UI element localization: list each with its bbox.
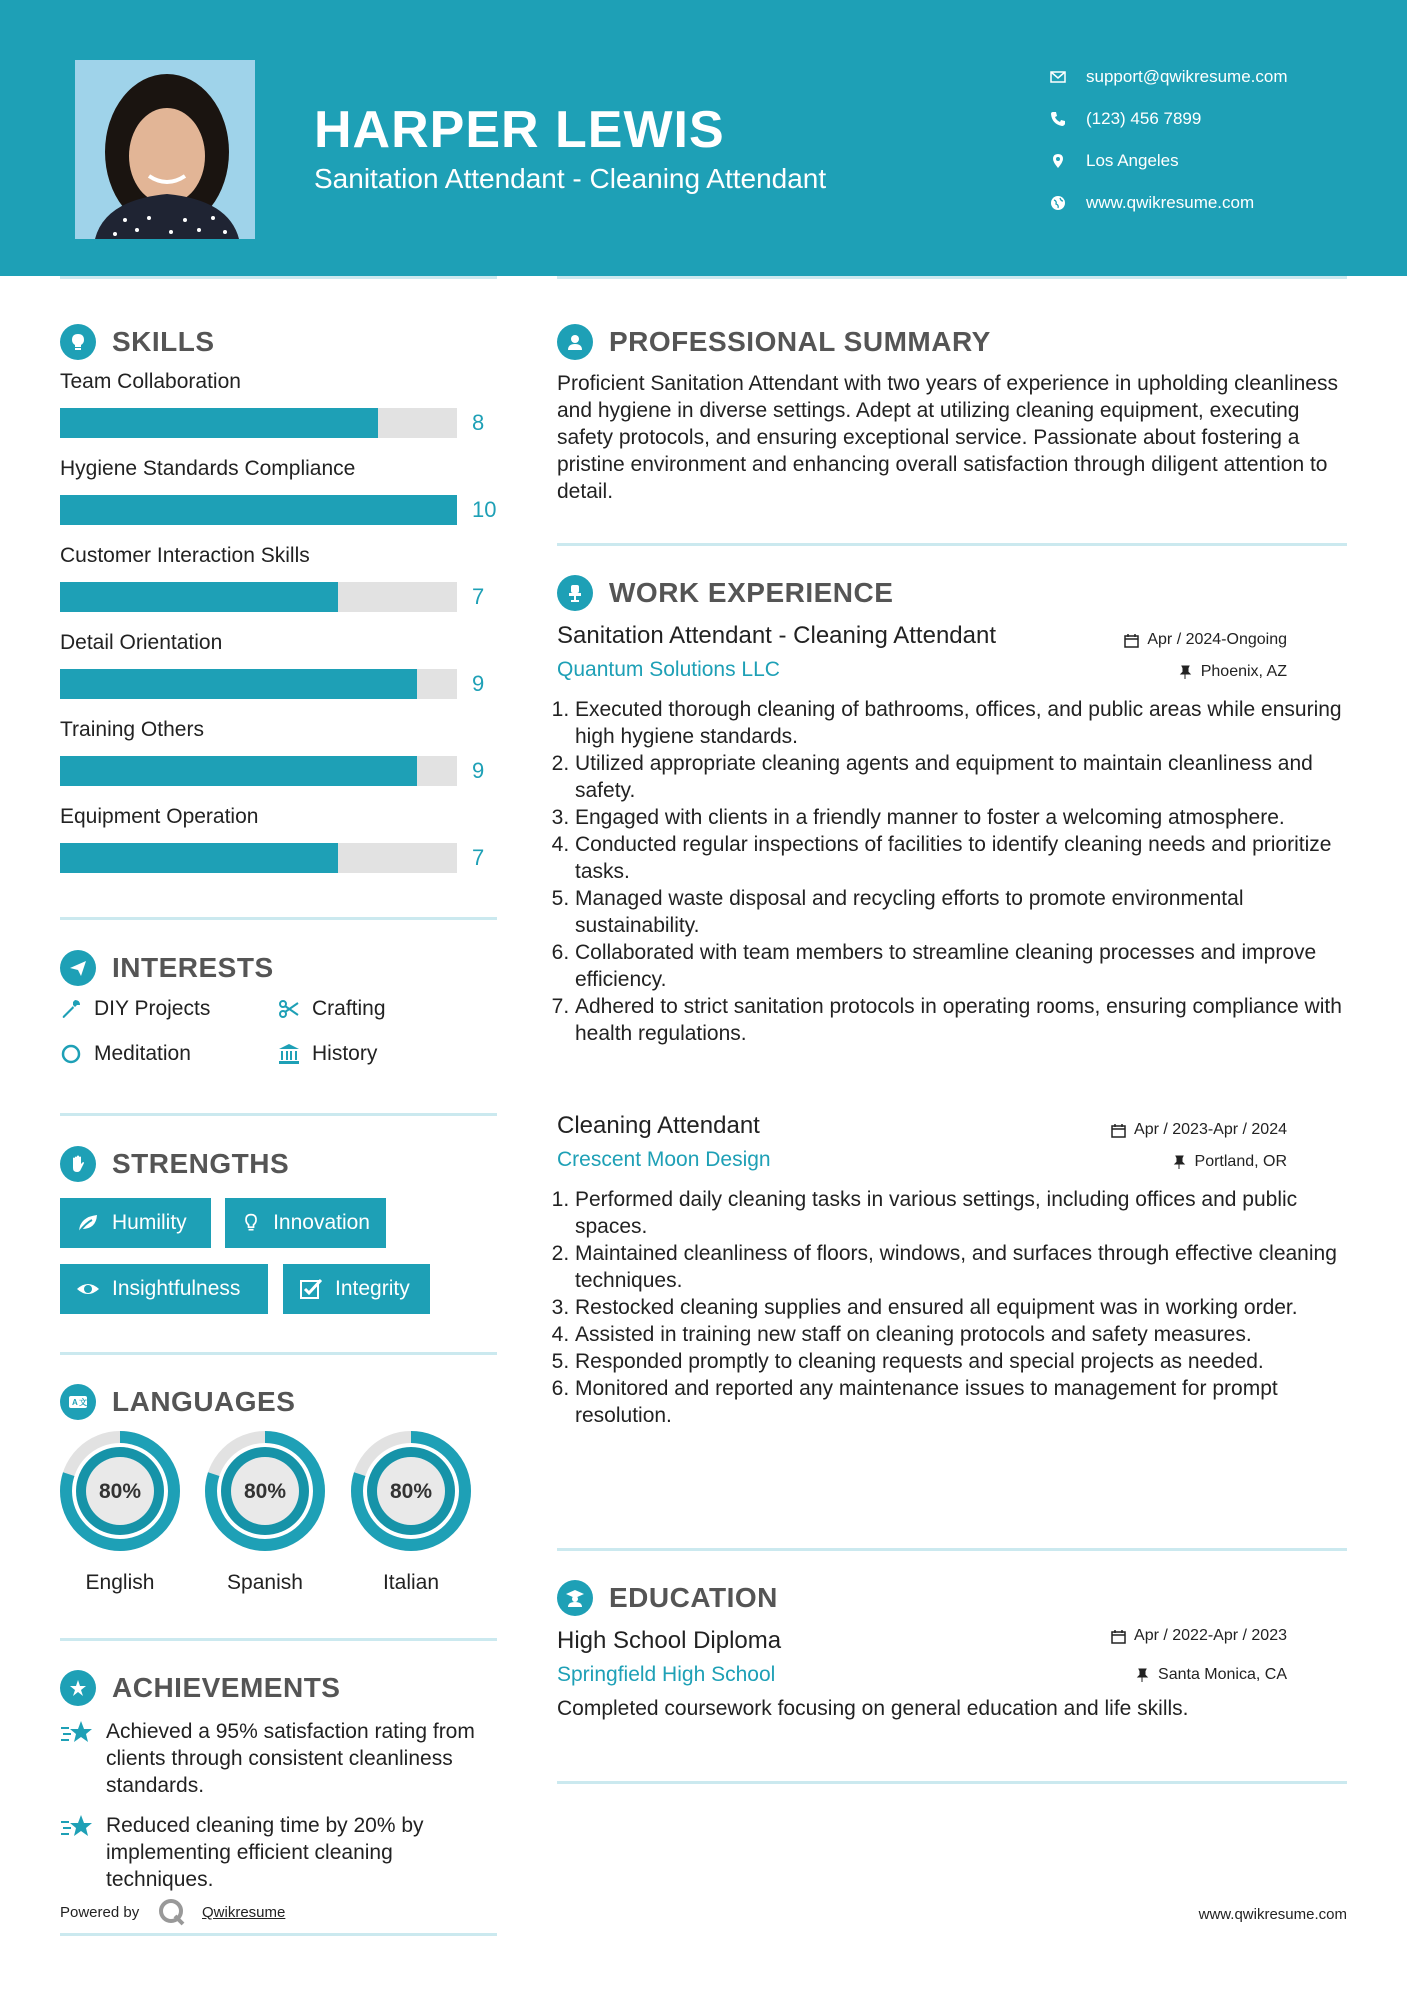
bullet-item: 7. Adhered to strict sanitation protocols in operating rooms, ensuring compliance with health regulations. xyxy=(575,993,1347,1047)
lightbulb-icon xyxy=(60,324,96,360)
strength-badge: Innovation xyxy=(225,1198,386,1248)
job-company: Quantum Solutions LLC xyxy=(557,658,780,681)
contact-email[interactable] xyxy=(1050,56,1288,98)
skill-bar-fill xyxy=(60,843,338,873)
paper-plane-icon xyxy=(60,950,96,986)
languages-title: LANGUAGES xyxy=(112,1386,296,1417)
bullet-item: 1. Executed thorough cleaning of bathrooms, offices, and public areas while ensuring high hygiene standards. xyxy=(575,696,1347,750)
interest-item: History xyxy=(278,1042,377,1066)
language-label: English xyxy=(85,1571,155,1594)
skill-bar-fill xyxy=(60,495,457,525)
contact-location xyxy=(1050,140,1288,182)
job-dates: Apr / 2024-Ongoing xyxy=(1124,631,1287,649)
interest-item: DIY Projects xyxy=(60,997,210,1021)
language-icon xyxy=(60,1384,96,1420)
raised-hand-icon xyxy=(60,1146,96,1182)
interest-item: Meditation xyxy=(60,1042,191,1066)
bullet-item: 5. Managed waste disposal and recycling efforts to promote environmental sustainability. xyxy=(575,885,1347,939)
job-location: Phoenix, AZ xyxy=(1178,663,1287,681)
strength-badge: Humility xyxy=(60,1198,211,1248)
language-gauge xyxy=(59,1430,181,1552)
globe-icon xyxy=(1050,195,1066,211)
contact-phone[interactable] xyxy=(1050,98,1288,140)
job-bullets xyxy=(557,1186,1347,1429)
job-bullets xyxy=(557,696,1347,1047)
education-entry xyxy=(557,1627,1347,1722)
strengths-heading xyxy=(60,1146,289,1182)
calendar-icon xyxy=(1111,1629,1126,1644)
office-chair-icon xyxy=(557,575,593,611)
skill-label: Team Collaboration xyxy=(60,370,241,393)
bullet-item: 2. Utilized appropriate cleaning agents and equipment to maintain cleanliness and safety. xyxy=(575,750,1347,804)
qwikresume-link[interactable]: Qwikresume xyxy=(202,1904,286,1921)
star-badge-icon xyxy=(60,1670,96,1706)
strengths-title: STRENGTHS xyxy=(112,1148,290,1179)
job-entry xyxy=(557,622,1347,1047)
leaf-icon xyxy=(76,1211,100,1235)
education-title: EDUCATION xyxy=(609,1582,778,1613)
job-dates: Apr / 2023-Apr / 2024 xyxy=(1111,1121,1287,1139)
experience-title: WORK EXPERIENCE xyxy=(609,577,894,608)
education-dates: Apr / 2022-Apr / 2023 xyxy=(1111,1627,1287,1645)
pushpin-icon xyxy=(1172,1155,1187,1170)
language-item xyxy=(204,1430,326,1595)
contact-website[interactable] xyxy=(1050,182,1288,224)
check-square-icon xyxy=(299,1277,323,1301)
language-percent: 80% xyxy=(243,1480,287,1503)
language-percent: 80% xyxy=(389,1480,433,1503)
skill-bar-fill xyxy=(60,756,417,786)
summary-heading xyxy=(557,324,991,360)
skill-label: Training Others xyxy=(60,718,204,741)
skills-heading xyxy=(60,324,215,360)
experience-heading xyxy=(557,575,893,611)
skill-label: Detail Orientation xyxy=(60,631,223,654)
language-gauge xyxy=(204,1430,326,1552)
qwikresume-logo-icon xyxy=(158,1898,186,1926)
circle-icon xyxy=(60,1043,82,1065)
language-percent: 80% xyxy=(98,1480,142,1503)
phone-icon xyxy=(1050,111,1066,127)
bullet-item: 6. Collaborated with team members to streamline cleaning processes and improve efficiency. xyxy=(575,939,1347,993)
user-icon xyxy=(557,324,593,360)
candidate-name: HARPER LEWIS xyxy=(314,101,725,159)
skill-value: 7 xyxy=(472,845,485,870)
skill-value: 10 xyxy=(472,497,497,522)
interests-title: INTERESTS xyxy=(112,952,274,983)
calendar-icon xyxy=(1111,1123,1126,1138)
interests-heading xyxy=(60,950,274,986)
map-pin-icon xyxy=(1050,153,1066,169)
pushpin-icon xyxy=(1178,665,1193,680)
job-location: Portland, OR xyxy=(1172,1153,1287,1171)
skill-bar xyxy=(60,843,457,873)
divider xyxy=(60,1113,497,1116)
calendar-icon xyxy=(1124,633,1139,648)
shooting-star-icon xyxy=(60,1812,94,1842)
skills-title: SKILLS xyxy=(112,326,215,357)
eye-icon xyxy=(76,1277,100,1301)
language-item xyxy=(350,1430,472,1595)
language-item xyxy=(59,1430,181,1595)
divider xyxy=(60,1352,497,1355)
education-heading xyxy=(557,1580,778,1616)
svg-text:A: A xyxy=(72,1398,78,1407)
skill-bar-fill xyxy=(60,408,378,438)
bullet-item: 6. Monitored and reported any maintenance issues to management for prompt resolution. xyxy=(575,1375,1347,1429)
divider xyxy=(60,917,497,920)
website-text: www.qwikresume.com xyxy=(1086,193,1255,212)
education-description: Completed coursework focusing on general education and life skills. xyxy=(557,1697,1189,1720)
skill-bar xyxy=(60,669,457,699)
skill-bar-fill xyxy=(60,669,417,699)
skill-bar xyxy=(60,756,457,786)
job-entry xyxy=(557,1112,1347,1429)
phone-text: (123) 456 7899 xyxy=(1086,109,1202,128)
profile-photo xyxy=(75,60,255,239)
divider xyxy=(557,543,1347,546)
achievements-heading xyxy=(60,1670,340,1706)
museum-icon xyxy=(278,1043,300,1065)
achievement-item: Achieved a 95% satisfaction rating from clients through consistent cleanliness standards. xyxy=(60,1718,480,1799)
bullet-item: 1. Performed daily cleaning tasks in various settings, including offices and public spaces. xyxy=(575,1186,1347,1240)
degree-title: High School Diploma xyxy=(557,1627,782,1654)
education-location: Santa Monica, CA xyxy=(1135,1666,1287,1684)
svg-text:文: 文 xyxy=(79,1398,87,1407)
graduate-icon xyxy=(557,1580,593,1616)
skill-value: 7 xyxy=(472,584,485,609)
school-name: Springfield High School xyxy=(557,1663,776,1686)
shooting-star-icon xyxy=(60,1718,94,1748)
skill-value: 9 xyxy=(472,758,485,783)
language-label: Spanish xyxy=(227,1571,303,1594)
contact-list xyxy=(1050,56,1288,224)
bullet-item: 4. Assisted in training new staff on cleaning protocols and safety measures. xyxy=(575,1321,1347,1348)
bullet-item: 2. Maintained cleanliness of floors, windows, and surfaces through effective cleaning techniques. xyxy=(575,1240,1347,1294)
skill-value: 8 xyxy=(472,410,485,435)
bullet-item: 5. Responded promptly to cleaning requests and special projects as needed. xyxy=(575,1348,1347,1375)
location-text: Los Angeles xyxy=(1086,151,1179,170)
scissors-icon xyxy=(278,998,300,1020)
lightbulb-icon xyxy=(241,1211,261,1235)
footer-website[interactable]: www.qwikresume.com xyxy=(1198,1906,1347,1923)
job-title: Sanitation Attendant - Cleaning Attendant xyxy=(557,622,996,649)
achievements-title: ACHIEVEMENTS xyxy=(112,1672,341,1703)
email-text: support@qwikresume.com xyxy=(1086,67,1288,86)
summary-text: Proficient Sanitation Attendant with two years of experience in upholding cleanliness and hygiene in diverse settings. Adept at utilizing cleaning equipment, executing safety protocols, and ensuring exceptional service. Passionate about fostering a pristine environment and enhancing overall satisfaction through diligent attention to detail. xyxy=(557,372,1338,503)
strength-badge: Integrity xyxy=(283,1264,430,1314)
envelope-icon xyxy=(1050,69,1066,85)
pushpin-icon xyxy=(1135,1668,1150,1683)
interest-item: Crafting xyxy=(278,997,386,1021)
skill-bar xyxy=(60,582,457,612)
divider xyxy=(557,1781,1347,1784)
divider xyxy=(60,1933,497,1936)
skill-bar-fill xyxy=(60,582,338,612)
profile-photo-illustration xyxy=(75,60,255,239)
bullet-item: 4. Conducted regular inspections of facilities to identify cleaning needs and prioritize tasks. xyxy=(575,831,1347,885)
powered-by-label: Powered by xyxy=(60,1904,140,1921)
candidate-title: Sanitation Attendant - Cleaning Attendant xyxy=(314,163,827,194)
skill-label: Hygiene Standards Compliance xyxy=(60,457,356,480)
strength-badge: Insightfulness xyxy=(60,1264,268,1314)
language-label: Italian xyxy=(382,1571,440,1594)
job-title: Cleaning Attendant xyxy=(557,1112,760,1139)
divider xyxy=(557,1548,1347,1551)
skill-label: Equipment Operation xyxy=(60,805,259,828)
bullet-item: 3. Engaged with clients in a friendly manner to foster a welcoming atmosphere. xyxy=(575,804,1347,831)
wrench-icon xyxy=(60,998,82,1020)
summary-title: PROFESSIONAL SUMMARY xyxy=(609,326,991,357)
skill-value: 9 xyxy=(472,671,485,696)
bullet-item: 3. Restocked cleaning supplies and ensured all equipment was in working order. xyxy=(575,1294,1347,1321)
divider xyxy=(557,276,1347,279)
achievement-item: Reduced cleaning time by 20% by implementing efficient cleaning techniques. xyxy=(60,1812,480,1893)
divider xyxy=(60,276,497,279)
divider xyxy=(60,1638,497,1641)
header-banner xyxy=(0,0,1407,276)
language-gauge xyxy=(350,1430,472,1552)
skill-label: Customer Interaction Skills xyxy=(60,544,310,567)
languages-heading xyxy=(60,1384,295,1420)
job-company: Crescent Moon Design xyxy=(557,1148,771,1171)
skill-bar xyxy=(60,408,457,438)
skill-bar xyxy=(60,495,457,525)
